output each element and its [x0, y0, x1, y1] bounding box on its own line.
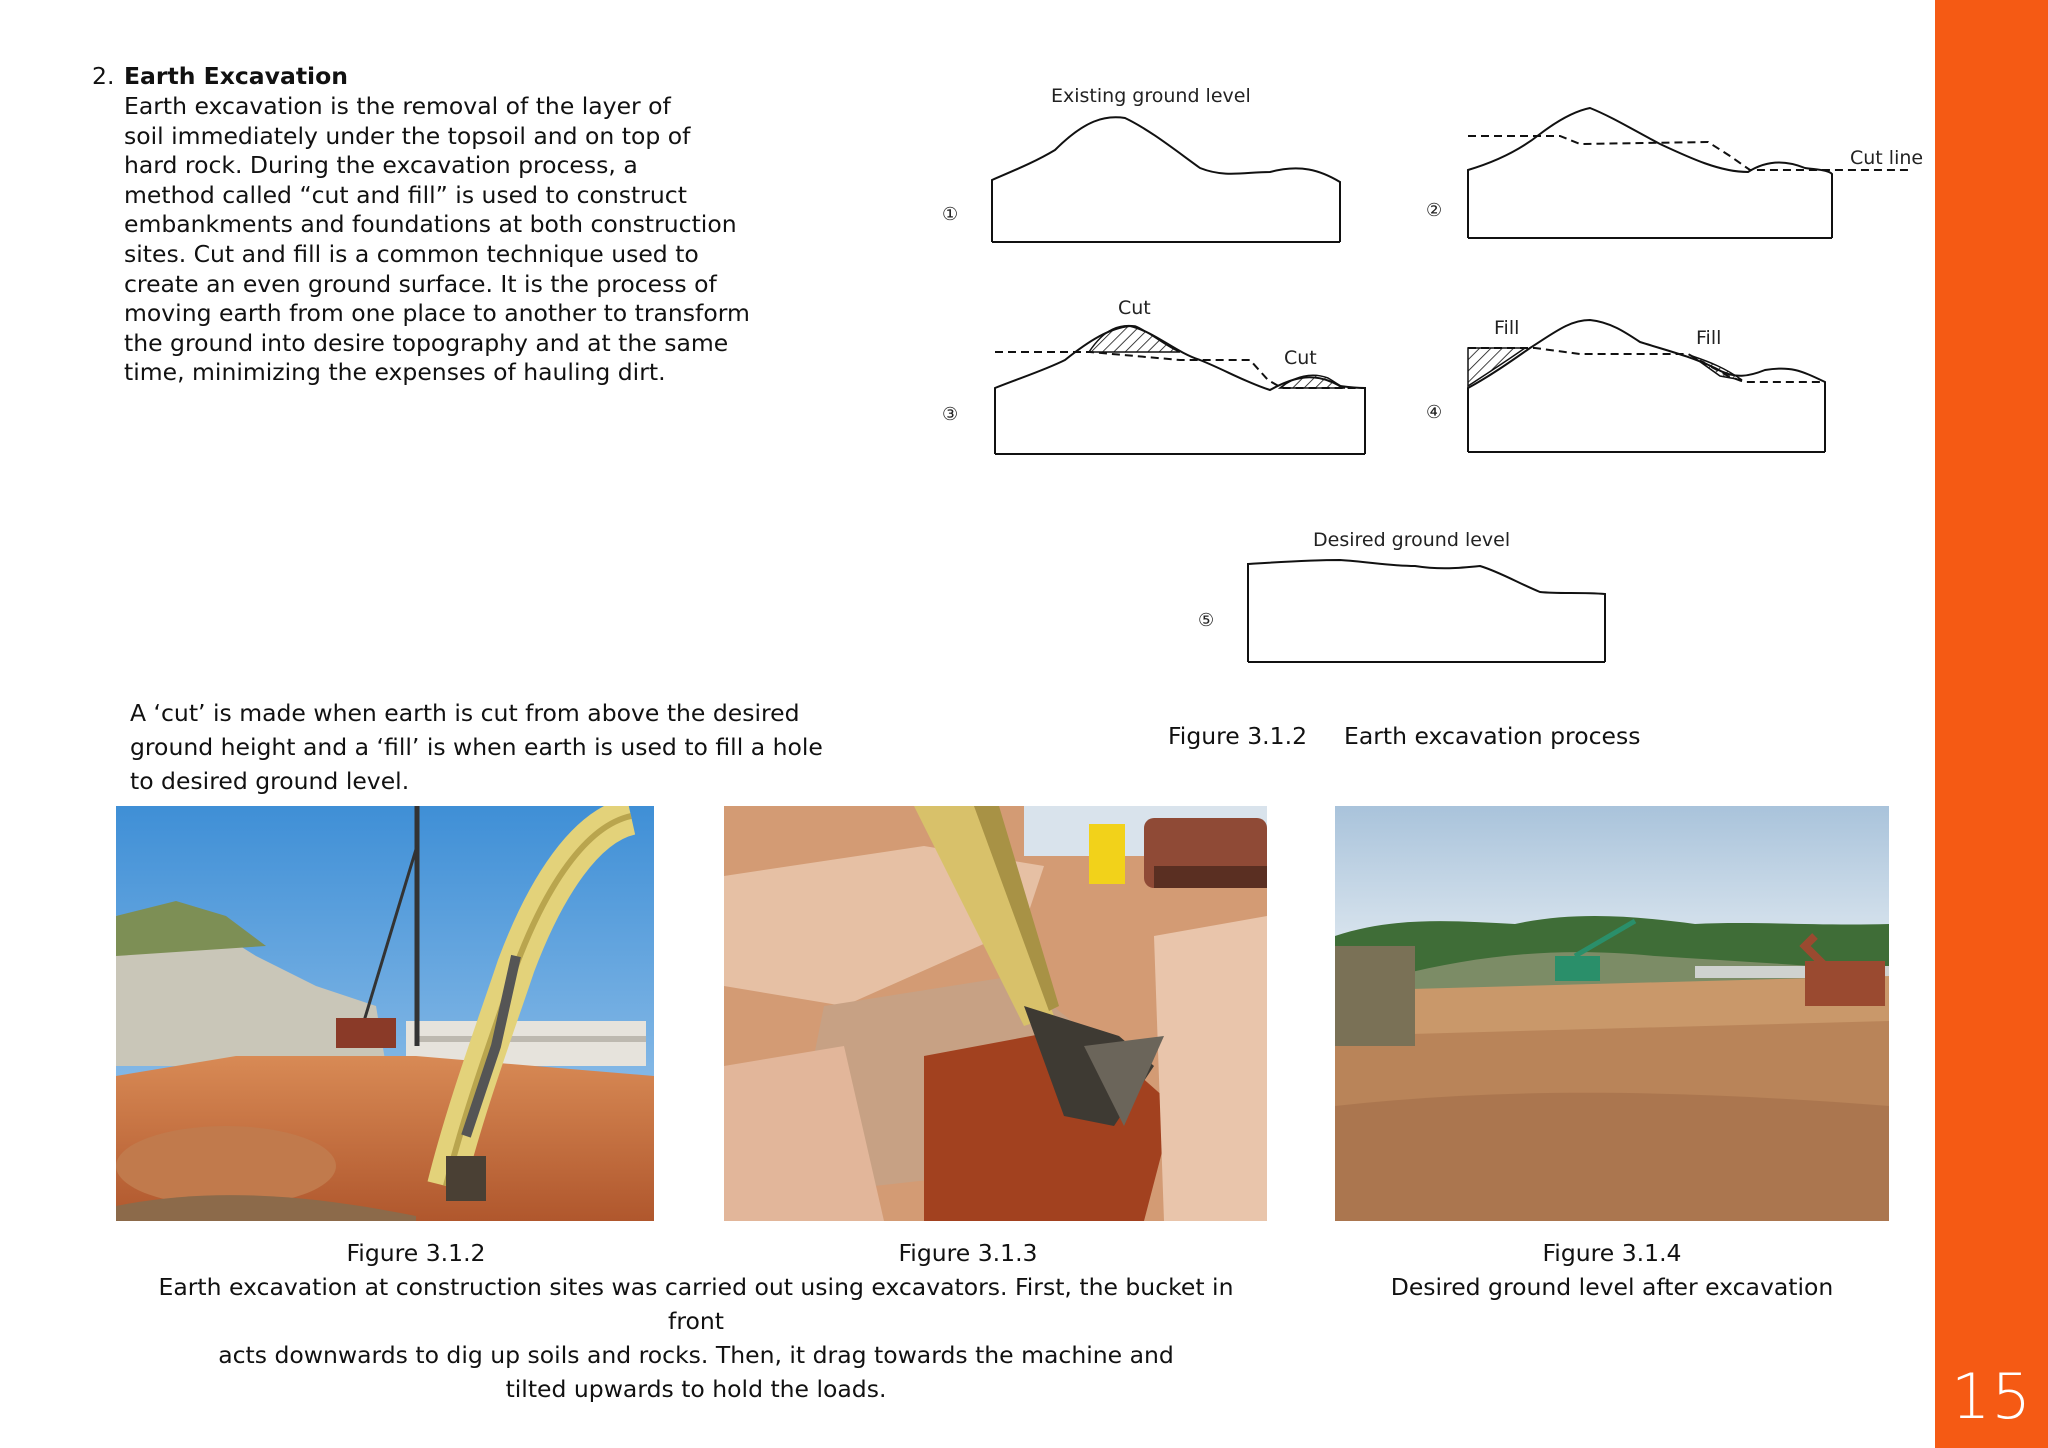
- diagram-step-3: [942, 297, 1365, 454]
- photo-excavator-pile-site: [116, 806, 654, 1221]
- step2-number: ②: [1426, 200, 1443, 221]
- desired-ground-level-label: Desired ground level: [1313, 529, 1511, 551]
- section-number: 2.: [92, 62, 115, 90]
- section-body: Earth excavation is the removal of the layer of soil immediately under the topsoil and on top of hard rock. During the excavation process, a method called “cut and fill” is used to construct embankments and foundations at both construction sites. Cut and fill is a common technique used to create an even ground surface. It is the process of moving earth from one place to another to transform the ground into desire topography and at the same time, minimizing the expenses of hauling dirt.: [124, 92, 750, 387]
- cut-and-fill-diagram: [920, 70, 1940, 690]
- section-title: Earth Excavation: [124, 62, 348, 90]
- step5-ground-profile: [1248, 560, 1605, 662]
- photo12-caption-text: Earth excavation at construction sites was carried out using excavators. First, the bucket in front acts downwards to dig up soils and rocks. Then, it drag towards the machine and tilted upwards to hold the loads.: [158, 1273, 1234, 1403]
- photo1-caption-label: Figure 3.1.2: [346, 1239, 486, 1267]
- photo3-caption-label: Figure 3.1.4: [1542, 1239, 1682, 1267]
- cut-line-dashed: [1468, 136, 1910, 170]
- orange-sidebar: [1935, 0, 2048, 1448]
- cut-line-label: Cut line: [1850, 147, 1924, 169]
- step1-ground-profile: [992, 117, 1340, 242]
- cut-label-2: Cut: [1284, 347, 1317, 369]
- existing-ground-level-label: Existing ground level: [1051, 85, 1251, 107]
- fill-label-2: Fill: [1696, 327, 1722, 349]
- fill-region-2: [1692, 356, 1742, 380]
- step4-number: ④: [1426, 402, 1443, 423]
- diagram-step-4: [1426, 317, 1825, 452]
- diagram-step-2: [1426, 108, 1923, 238]
- diagram-caption-text: Earth excavation process: [1344, 722, 1641, 750]
- step3-number: ③: [942, 404, 959, 425]
- page-number: 15: [1951, 1360, 2032, 1433]
- photo-excavator-bucket-trench: [724, 806, 1267, 1221]
- photo2-caption-label: Figure 3.1.3: [898, 1239, 1038, 1267]
- step1-number: ①: [942, 204, 959, 225]
- diagram-step-5: [1198, 529, 1605, 662]
- diagram-caption: [1168, 722, 1640, 750]
- step5-number: ⑤: [1198, 610, 1215, 631]
- fill-label-1: Fill: [1494, 317, 1520, 339]
- diagram-caption-label: Figure 3.1.2: [1168, 722, 1308, 750]
- cut-fill-note: A ‘cut’ is made when earth is cut from above the desired ground height and a ‘fill’ is when earth is used to fill a hole to desired ground level.: [130, 699, 823, 795]
- step4-ground-profile: [1468, 320, 1825, 452]
- step2-ground-profile: [1468, 108, 1832, 238]
- diagram-step-1: [942, 85, 1340, 242]
- photo-desired-ground-level: [1335, 806, 1889, 1221]
- step3-ground-profile: [995, 326, 1365, 454]
- cut-label-1: Cut: [1118, 297, 1151, 319]
- fill-region-1: [1468, 348, 1525, 386]
- cut-region-1: [1089, 326, 1180, 352]
- photo3-caption-text: Desired ground level after excavation: [1390, 1273, 1834, 1301]
